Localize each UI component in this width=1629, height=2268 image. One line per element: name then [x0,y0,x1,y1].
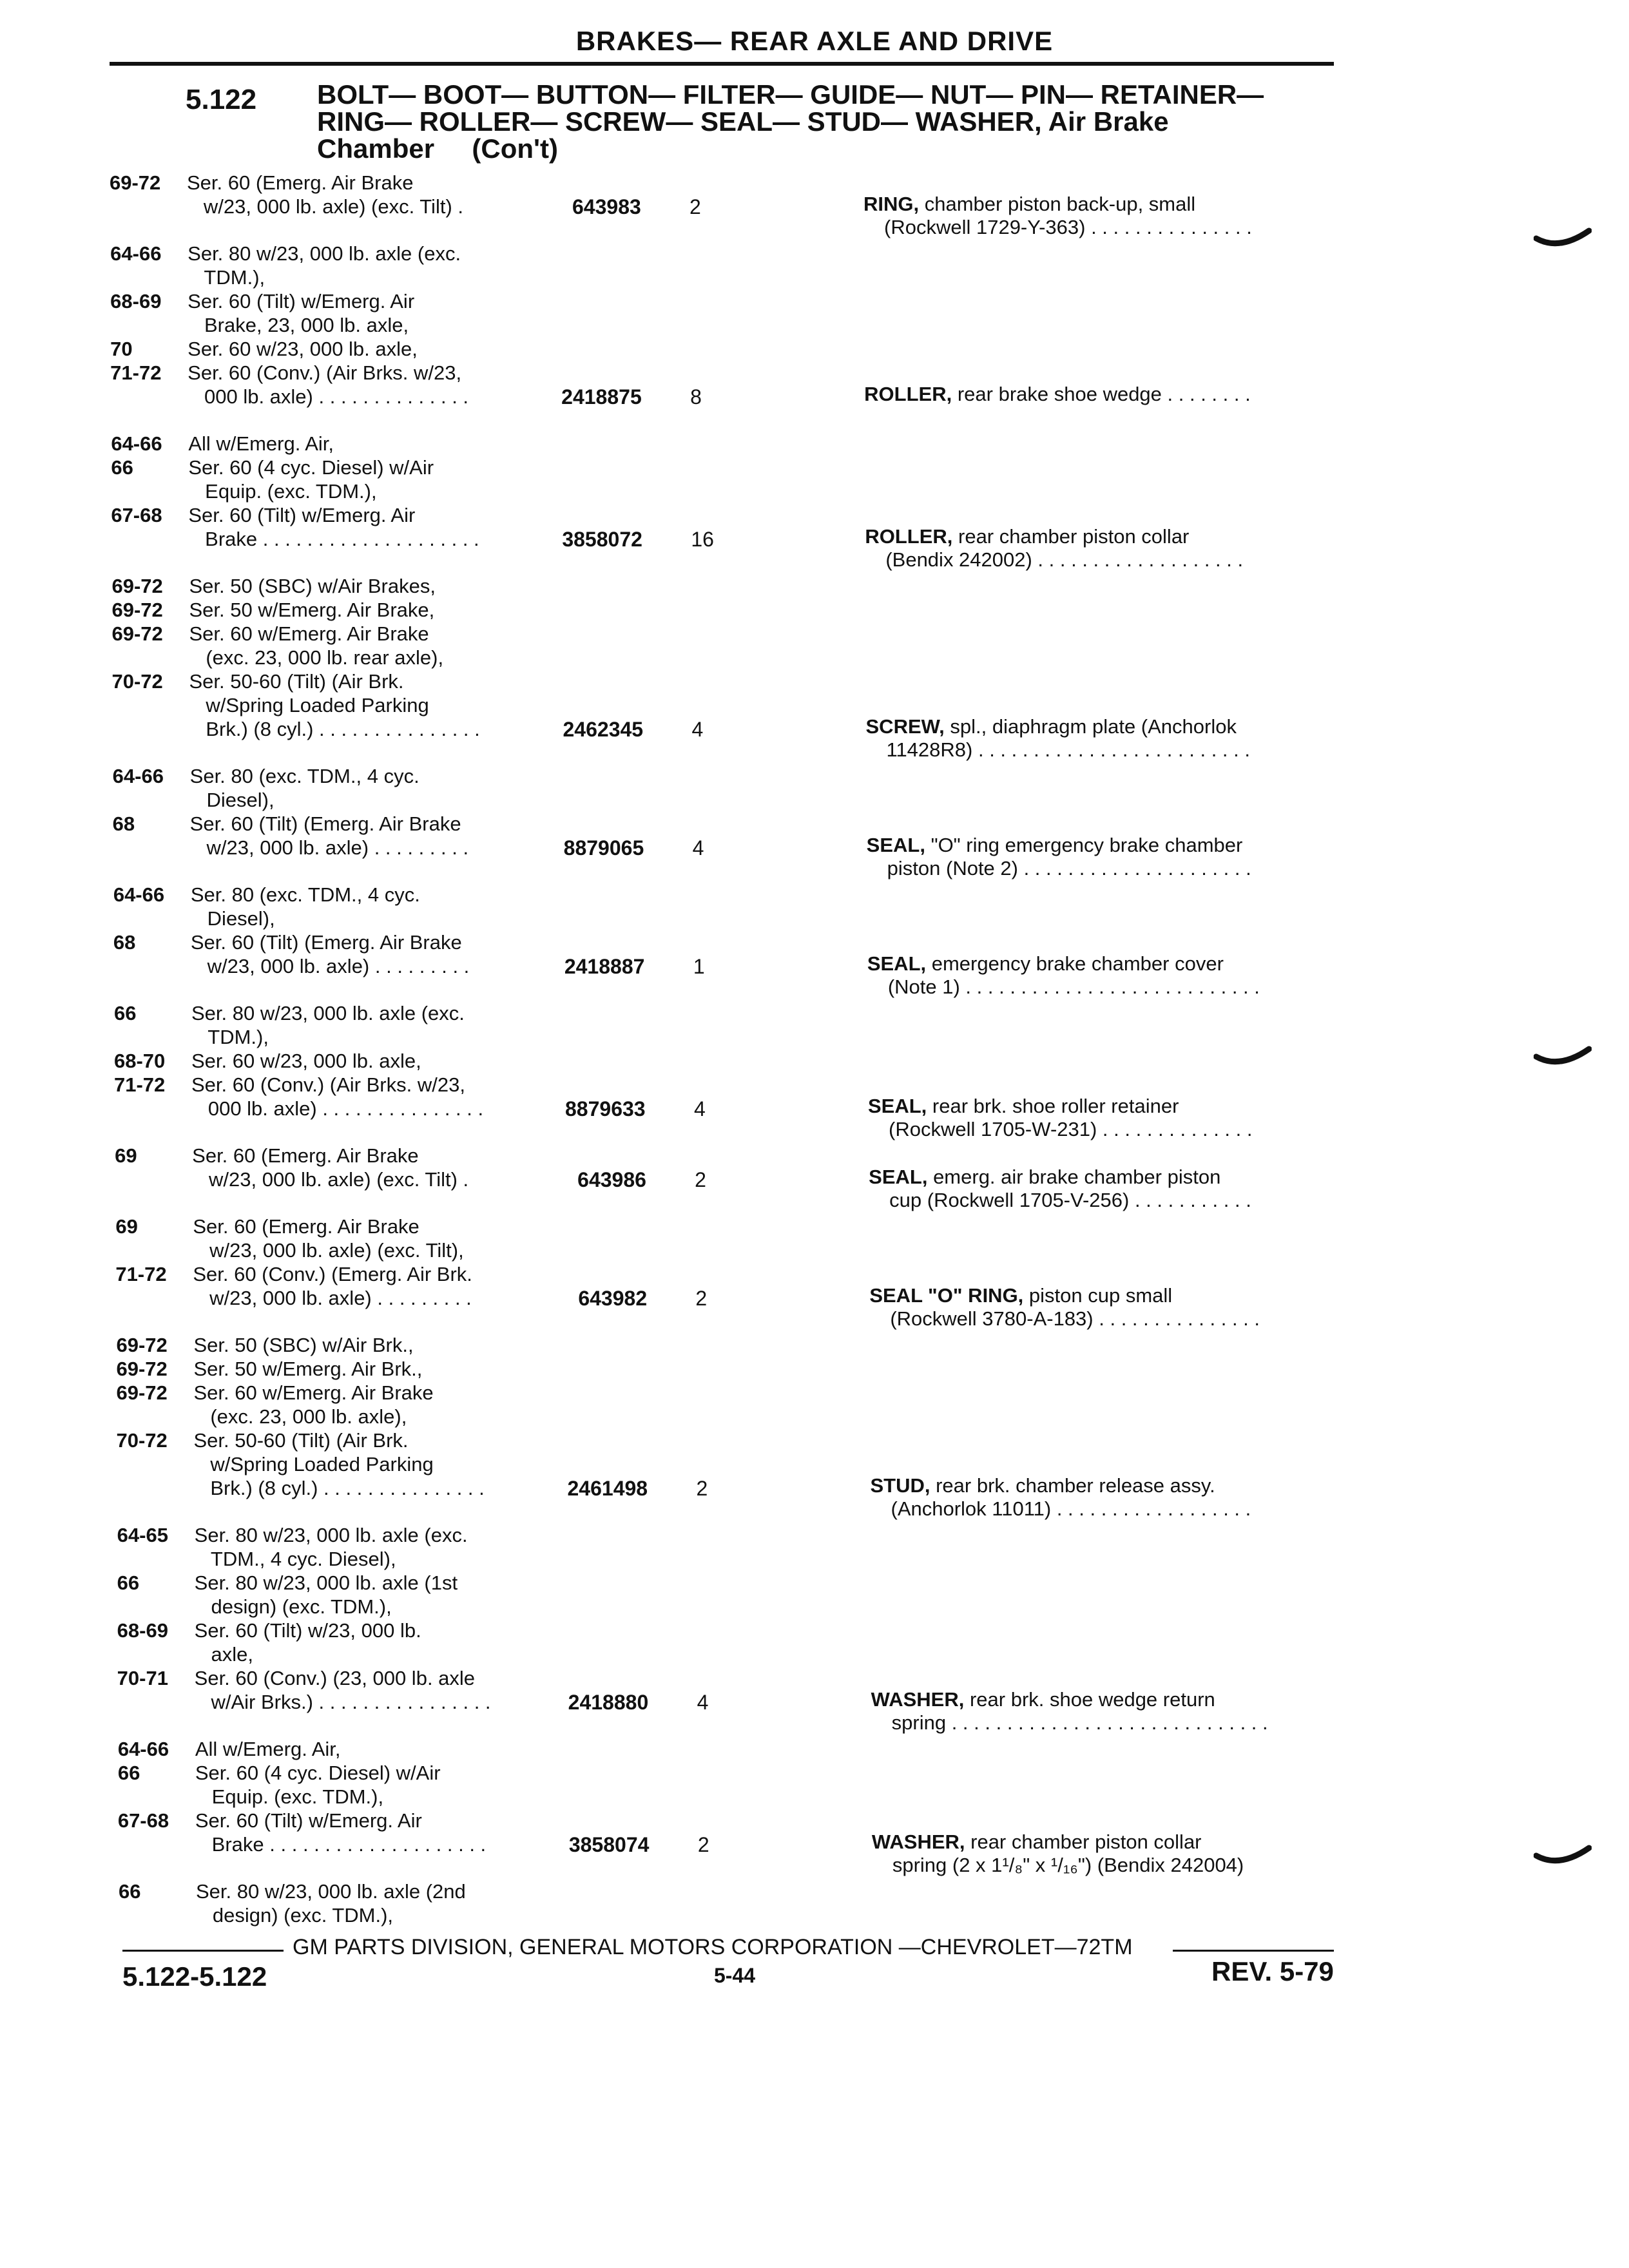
application-line [110,314,409,337]
part-description-line-2: (Rockwell 1705-W-231) . . . . . . . . . . . . . . [889,1118,1253,1140]
footer-revision: REV. 5-79 [1211,1956,1334,1986]
part-description-line-1: rear chamber piston collar [952,525,1190,548]
part-description-line-1: rear brk. shoe wedge return [964,1688,1215,1711]
model-year: 66 [117,1762,140,1784]
quantity: 2 [696,1477,708,1500]
quantity: 4 [697,1691,709,1714]
footer-rule-right [1173,1950,1334,1952]
application-line [117,1381,434,1405]
application-line [117,1571,458,1595]
part-description [863,193,1252,239]
application-line [117,1405,407,1428]
part-description-line-2: (Rockwell 3780-A-183) . . . . . . . . . . . . . . . [890,1307,1260,1330]
application-line [114,1026,269,1049]
application-line [117,1619,421,1642]
application-text: TDM.), [191,1026,269,1048]
model-year: 69-72 [116,1381,168,1404]
part-description [869,1284,1260,1331]
section-title [317,81,1348,162]
application-line [118,1762,441,1785]
application-text: Ser. 60 (Tilt) (Emerg. Air Brake [190,931,462,954]
application-text: Ser. 80 w/23, 000 lb. axle (exc. [191,1002,465,1024]
part-description-line-2: spring (2 x 1¹/₈" x ¹/₁₆") (Bendix 242004) [892,1854,1244,1876]
model-year: 71-72 [110,361,162,384]
application-line [113,907,275,930]
part-name: SCREW, [865,715,945,738]
part-name: STUD, [870,1474,930,1497]
quantity: 2 [695,1287,708,1310]
application-text: Ser. 80 (exc. TDM., 4 cyc. [189,765,419,787]
application-text: 000 lb. axle) . . . . . . . . . . . . . . [188,385,469,408]
application-text: Ser. 60 (Conv.) (23, 000 lb. axle [194,1667,476,1689]
application-text: Ser. 60 (Conv.) (Air Brks. w/23, [191,1073,465,1096]
part-description-line-1: emergency brake chamber cover [926,952,1224,975]
application-text: w/23, 000 lb. axle) . . . . . . . . . [190,955,470,977]
application-text: design) (exc. TDM.), [194,1595,392,1618]
application-text: Diesel), [190,907,275,930]
part-number: 2418880 [568,1691,649,1714]
model-year: 64-66 [117,1738,169,1760]
model-year: 67-68 [111,504,162,526]
application-text: Brk.) (8 cyl.) . . . . . . . . . . . . . . . [193,1477,485,1499]
quantity: 8 [690,385,702,408]
footer-section-range: 5.122-5.122 [122,1961,267,1992]
part-description [867,952,1260,999]
part-number: 643986 [577,1168,646,1191]
application-text: Ser. 50-60 (Tilt) (Air Brk. [189,670,404,693]
model-year: 69-72 [116,1334,168,1356]
model-year: 68 [112,812,135,835]
application-line [112,670,404,693]
application-line [110,361,461,385]
part-description [866,715,1251,762]
application-text: Equip. (exc. TDM.), [188,480,377,503]
section-title-line-1: BOLT— BOOT— BUTTON— FILTER— GUIDE— NUT— PIN— RETAINER— [317,79,1264,110]
model-year: 69-72 [116,1358,168,1380]
part-description [864,383,1251,406]
part-description-line-2: (Bendix 242002) . . . . . . . . . . . . . . . . . . . [885,548,1244,571]
application-text: TDM., 4 cyc. Diesel), [194,1548,396,1570]
part-description [871,1474,1251,1521]
application-text: Ser. 50 (SBC) w/Air Brakes, [189,575,436,597]
application-text: Ser. 60 w/Emerg. Air Brake [189,622,429,645]
application-line [113,931,462,954]
application-line [115,1239,463,1262]
part-name: SEAL, [869,1166,928,1188]
application-line [115,1263,472,1286]
application-text: w/23, 000 lb. axle) (exc. Tilt) . [187,195,463,218]
application-line [114,1073,465,1097]
part-name: WASHER, [871,1688,965,1711]
application-line [117,1643,253,1666]
application-line [115,1215,419,1238]
model-year: 69-72 [111,599,163,621]
application-line [115,1144,418,1168]
application-line [119,1904,393,1927]
application-text: w/Spring Loaded Parking [189,694,429,716]
model-year: 68 [113,931,136,954]
quantity: 2 [689,195,701,218]
application-line [112,718,480,741]
part-description-line-2: cup (Rockwell 1705-V-256) . . . . . . . . . . . [889,1189,1251,1211]
application-text: Ser. 60 (Tilt) w/Emerg. Air [188,504,416,526]
model-year: 70-72 [116,1429,168,1452]
part-number: 643982 [578,1287,648,1310]
model-year: 68-69 [117,1619,168,1642]
application-line [119,1880,466,1903]
model-year: 68-70 [114,1050,166,1072]
application-line [112,694,429,717]
application-line [113,765,419,788]
application-line [111,480,376,503]
application-line [111,528,479,551]
part-number: 2418887 [564,955,645,978]
model-year: 66 [117,1571,140,1594]
application-text: (exc. 23, 000 lb. axle), [193,1405,407,1428]
margin-punch-mark [1534,226,1592,251]
application-line [117,1524,468,1547]
part-description-line-2: 11428R8) . . . . . . . . . . . . . . . . . . . . . . . . . [886,738,1250,761]
model-year: 64-66 [111,432,162,455]
application-text: Brake, 23, 000 lb. axle, [188,314,409,336]
application-line [117,1548,396,1571]
application-text: Ser. 60 w/23, 000 lb. axle, [191,1050,421,1072]
model-year: 67-68 [117,1809,169,1832]
model-year: 71-72 [115,1263,167,1285]
application-text: Ser. 80 (exc. TDM., 4 cyc. [190,883,420,906]
model-year: 66 [111,456,133,479]
part-description-line-1: rear chamber piston collar [965,1831,1202,1853]
application-text: Ser. 50 w/Emerg. Air Brk., [193,1358,423,1380]
application-text: Ser. 60 w/Emerg. Air Brake [193,1381,434,1404]
application-text: w/Spring Loaded Parking [193,1453,434,1475]
application-text: Ser. 60 (4 cyc. Diesel) w/Air [188,456,434,479]
application-line [112,646,444,669]
application-line [118,1785,383,1809]
model-year: 70-71 [117,1667,168,1689]
application-text: Equip. (exc. TDM.), [195,1785,384,1808]
application-line [111,504,415,527]
section-title-line-2: RING— ROLLER— SCREW— SEAL— STUD— WASHER, Air Brake [317,106,1169,137]
application-text: Ser. 60 (Conv.) (Air Brks. w/23, [188,361,462,384]
application-text: Brake . . . . . . . . . . . . . . . . . . . . [188,528,479,550]
application-line [117,1477,485,1500]
part-description [869,1166,1251,1212]
part-description [871,1688,1268,1735]
application-line [118,1738,341,1761]
application-text: w/23, 000 lb. axle) . . . . . . . . . [193,1287,472,1309]
part-name: ROLLER, [865,525,953,548]
application-line [114,1097,483,1120]
application-text: Ser. 60 (Emerg. Air Brake [193,1215,419,1238]
quantity: 1 [693,955,705,978]
part-description-line-2: piston (Note 2) . . . . . . . . . . . . . . . . . . . . . [887,857,1251,879]
application-text: Ser. 60 (4 cyc. Diesel) w/Air [195,1762,441,1784]
application-line [118,1809,422,1832]
model-year: 69-72 [111,622,163,645]
part-description-line-1: emerg. air brake chamber piston [927,1166,1221,1188]
part-description-line-1: piston cup small [1023,1284,1173,1307]
part-number: 2461498 [567,1477,648,1500]
application-line [117,1429,409,1452]
application-line [113,883,420,907]
application-text: Ser. 80 w/23, 000 lb. axle (exc. [188,242,461,265]
application-text: All w/Emerg. Air, [195,1738,341,1760]
application-line [117,1453,434,1476]
part-number: 3858074 [568,1833,650,1856]
quantity: 4 [694,1097,706,1120]
application-text: Ser. 60 (Tilt) w/23, 000 lb. [194,1619,421,1642]
model-year: 69-72 [111,575,163,597]
application-line [117,1667,475,1690]
application-line [113,955,469,978]
part-description-line-1: spl., diaphragm plate (Anchorlok [944,715,1237,738]
part-description-line-1: chamber piston back-up, small [919,193,1196,215]
part-number: 2418875 [561,385,642,408]
model-year: 70 [110,338,133,360]
application-line [117,1691,491,1714]
application-text: Ser. 60 w/23, 000 lb. axle, [188,338,418,360]
application-line [112,622,429,646]
part-name: RING, [863,193,920,215]
model-year: 68-69 [110,290,162,312]
part-description [872,1831,1244,1877]
footer-rule-left [122,1950,284,1952]
model-year: 66 [119,1880,141,1903]
application-text: w/23, 000 lb. axle) (exc. Tilt) . [192,1168,469,1191]
application-line [113,789,275,812]
application-text: Ser. 50-60 (Tilt) (Air Brk. [193,1429,409,1452]
application-line [114,1050,421,1073]
application-text: Brake . . . . . . . . . . . . . . . . . . . . [195,1833,487,1856]
application-line [113,812,461,836]
application-text: Ser. 50 w/Emerg. Air Brake, [189,599,435,621]
application-text: Ser. 60 (Conv.) (Emerg. Air Brk. [193,1263,472,1285]
application-line [110,242,461,265]
section-title-line-3: Chamber (Con't) [317,133,558,164]
application-line [110,338,418,361]
application-line [118,1833,486,1856]
model-year: 64-65 [117,1524,168,1546]
page-header-title: BRAKES— REAR AXLE AND DRIVE [575,26,1054,56]
application-text: Ser. 60 (Tilt) w/Emerg. Air [195,1809,422,1832]
application-text: Ser. 50 (SBC) w/Air Brk., [193,1334,414,1356]
application-text: 000 lb. axle) . . . . . . . . . . . . . . . [191,1097,484,1120]
application-line [111,456,434,479]
model-year: 64-66 [113,883,165,906]
model-year: 69 [115,1144,137,1167]
application-text: TDM.), [188,266,265,289]
application-line [112,575,436,598]
application-text: design) (exc. TDM.), [196,1904,394,1927]
quantity: 16 [691,528,714,551]
quantity: 4 [691,718,704,741]
application-line [110,290,414,313]
part-description-line-2: (Note 1) . . . . . . . . . . . . . . . . . . . . . . . . . . . [887,975,1260,998]
part-name: SEAL "O" RING, [869,1284,1024,1307]
application-text: Diesel), [189,789,275,811]
application-text: Ser. 80 w/23, 000 lb. axle (2nd [196,1880,466,1903]
quantity: 4 [692,836,704,860]
application-text: Ser. 60 (Tilt) w/Emerg. Air [188,290,415,312]
application-text: axle, [194,1643,253,1666]
application-line [117,1358,423,1381]
model-year: 69 [115,1215,138,1238]
part-description [865,525,1243,572]
application-line [110,195,463,218]
application-text: All w/Emerg. Air, [188,432,334,455]
part-name: ROLLER, [864,383,952,405]
part-description-line-2: (Rockwell 1729-Y-363) . . . . . . . . . . . . . . . [884,216,1252,238]
part-description [867,834,1251,880]
application-text: w/Air Brks.) . . . . . . . . . . . . . . . . [194,1691,491,1713]
application-text: w/23, 000 lb. axle) . . . . . . . . . [189,836,469,859]
application-text: Ser. 60 (Tilt) (Emerg. Air Brake [189,812,461,835]
part-description-line-1: rear brake shoe wedge . . . . . . . . [952,383,1251,405]
application-line [117,1334,414,1357]
application-line [114,1002,465,1025]
application-line [115,1287,471,1310]
model-year: 71-72 [114,1073,166,1096]
part-description [868,1095,1252,1141]
part-number: 3858072 [562,528,642,551]
section-number: 5.122 [186,84,257,115]
footer-page-number: 5-44 [714,1964,756,1987]
application-line [117,1595,392,1619]
part-description-line-2: spring . . . . . . . . . . . . . . . . . . . . . . . . . . . . . [891,1711,1268,1734]
margin-punch-mark [1534,1044,1592,1070]
quantity: 2 [695,1168,706,1191]
application-text: Ser. 80 w/23, 000 lb. axle (1st [194,1571,458,1594]
application-text: w/23, 000 lb. axle) (exc. Tilt), [193,1239,464,1262]
application-line [110,266,265,289]
model-year: 64-66 [110,242,162,265]
application-text: Ser. 60 (Emerg. Air Brake [192,1144,419,1167]
application-text: Ser. 60 (Emerg. Air Brake [187,171,414,194]
application-line [110,171,413,195]
application-line [112,599,435,622]
application-line [113,836,468,860]
application-line [115,1168,468,1191]
part-description-line-1: rear brk. chamber release assy. [930,1474,1215,1497]
part-name: WASHER, [871,1831,965,1853]
application-line [111,432,334,456]
application-text: (exc. 23, 000 lb. rear axle), [189,646,444,669]
application-line [110,385,468,408]
part-description-line-1: rear brk. shoe roller retainer [927,1095,1179,1117]
part-name: SEAL, [868,1095,927,1117]
part-number: 8879633 [565,1097,646,1120]
footer-publisher: GM PARTS DIVISION, GENERAL MOTORS CORPORATION —CHEVROLET—72TM [293,1935,1133,1959]
model-year: 69-72 [110,171,161,194]
part-number: 8879065 [563,836,644,860]
part-name: SEAL, [866,834,925,856]
part-description-line-1: "O" ring emergency brake chamber [925,834,1243,856]
part-name: SEAL, [867,952,927,975]
application-text: Ser. 80 w/23, 000 lb. axle (exc. [194,1524,468,1546]
part-number: 2462345 [563,718,644,741]
quantity: 2 [697,1833,709,1856]
application-text: Brk.) (8 cyl.) . . . . . . . . . . . . . . . [189,718,480,740]
part-number: 643983 [572,195,641,218]
header-rule [110,62,1334,66]
model-year: 64-66 [112,765,164,787]
model-year: 66 [114,1002,137,1024]
model-year: 70-72 [111,670,163,693]
part-description-line-2: (Anchorlok 11011) . . . . . . . . . . . . . . . . . . [891,1497,1251,1520]
margin-punch-mark [1534,1843,1592,1869]
